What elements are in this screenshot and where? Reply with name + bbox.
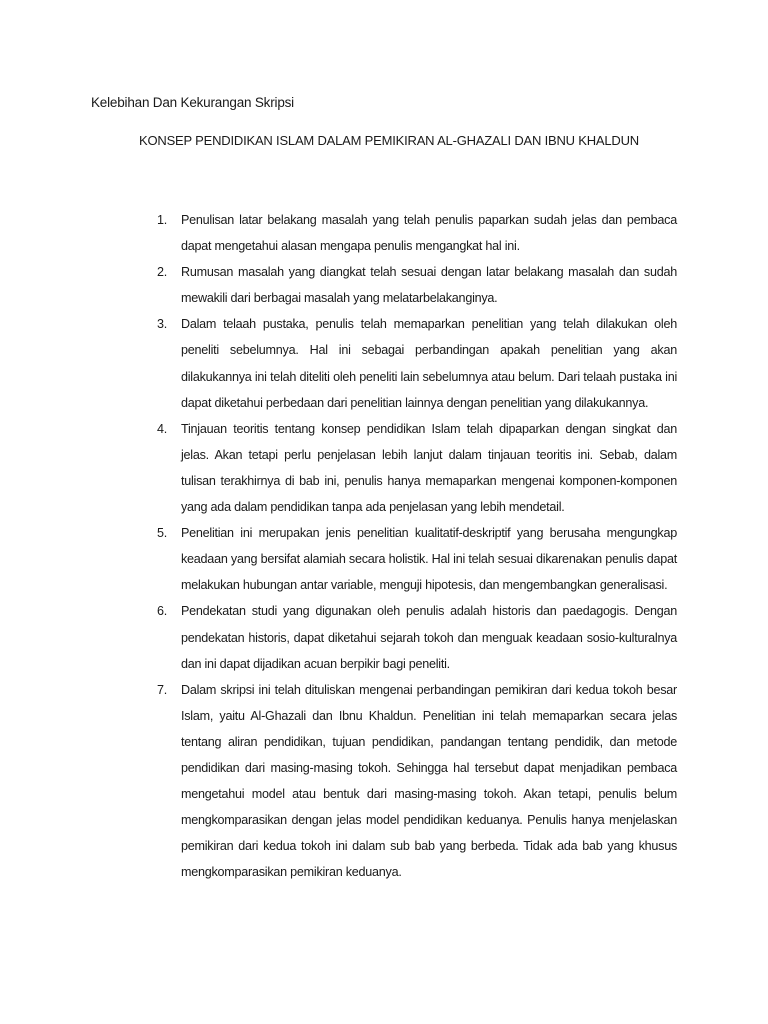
- document-title: Kelebihan Dan Kekurangan Skripsi: [91, 95, 294, 110]
- item-number: 5.: [157, 526, 168, 541]
- item-text: Rumusan masalah yang diangkat telah sesuai dengan latar belakang masalah dan sudah mewakili dari berbagai masalah yang melatarbelakanginya.: [181, 265, 677, 306]
- item-number: 3.: [157, 317, 168, 332]
- list-item: [157, 677, 677, 886]
- item-number: 7.: [157, 682, 168, 697]
- list-item: [157, 259, 677, 311]
- item-number: 6.: [157, 604, 168, 619]
- item-text: Tinjauan teoritis tentang konsep pendidikan Islam telah dipaparkan dengan singkat dan jelas. Akan tetapi perlu penjelasan lebih lanjut dalam tinjauan teoritis ini. Sebab, dalam tulisan terakhirnya di bab ini, penulis hanya memaparkan mengenai komponen-komponen yang ada dalam pendidikan tanpa ada penjelasan yang lebih mendetail.: [181, 421, 677, 515]
- list-item: [157, 598, 677, 676]
- item-text: Penelitian ini merupakan jenis penelitian kualitatif-deskriptif yang berusaha mengungkap keadaan yang bersifat alamiah secara holistik. Hal ini telah sesuai dikarenakan penulis dapat melakukan hubungan antar variable, menguji hipotesis, dan mengembangkan generalisasi.: [181, 526, 677, 593]
- item-number: 4.: [157, 421, 168, 436]
- list-item: [157, 311, 677, 415]
- item-text: Pendekatan studi yang digunakan oleh penulis adalah historis dan paedagogis. Dengan pendekatan historis, dapat diketahui sejarah tokoh dan menguak keadaan sosio-kulturalnya dan ini dapat dijadikan acuan berpikir bagi peneliti.: [181, 604, 677, 671]
- item-number: 1.: [157, 213, 168, 227]
- list-item: [157, 520, 677, 598]
- item-text: Dalam skripsi ini telah dituliskan mengenai perbandingan pemikiran dari kedua tokoh besar Islam, yaitu Al-Ghazali dan Ibnu Khaldun. Penelitian ini telah memaparkan secara jelas tentang aliran pendidikan, tujuan pendidikan, pandangan tentang pendidik, dan metode pendidikan dari masing-masing tokoh. Sehingga hal tersebut dapat menjadikan pembaca mengetahui model atau bentuk dari masing-masing tokoh. Akan tetapi, penulis belum mengkomparasikan dengan jelas model pendidikan keduanya. Penulis hanya menjelaskan pemikiran dari kedua tokoh ini dalam sub bab yang berbeda. Tidak ada bab yang khusus mengkomparasikan pemikiran keduanya.: [181, 682, 677, 880]
- item-text: Penulisan latar belakang masalah yang telah penulis paparkan sudah jelas dan pembaca dapat mengetahui alasan mengapa penulis mengangkat hal ini.: [181, 213, 677, 254]
- document-subtitle: KONSEP PENDIDIKAN ISLAM DALAM PEMIKIRAN AL-GHAZALI DAN IBNU KHALDUN: [139, 133, 639, 148]
- list-item: [157, 416, 677, 520]
- item-number: 2.: [157, 265, 168, 280]
- item-text: Dalam telaah pustaka, penulis telah memaparkan penelitian yang telah dilakukan oleh peneliti sebelumnya. Hal ini sebagai perbandingan apakah penelitian yang akan dilakukannya ini telah diteliti oleh peneliti lain sebelumnya atau belum. Dari telaah pustaka ini dapat diketahui perbedaan dari penelitian lainnya dengan penelitian yang dilakukannya.: [181, 317, 677, 410]
- numbered-list: [157, 207, 677, 885]
- list-item: [157, 207, 677, 259]
